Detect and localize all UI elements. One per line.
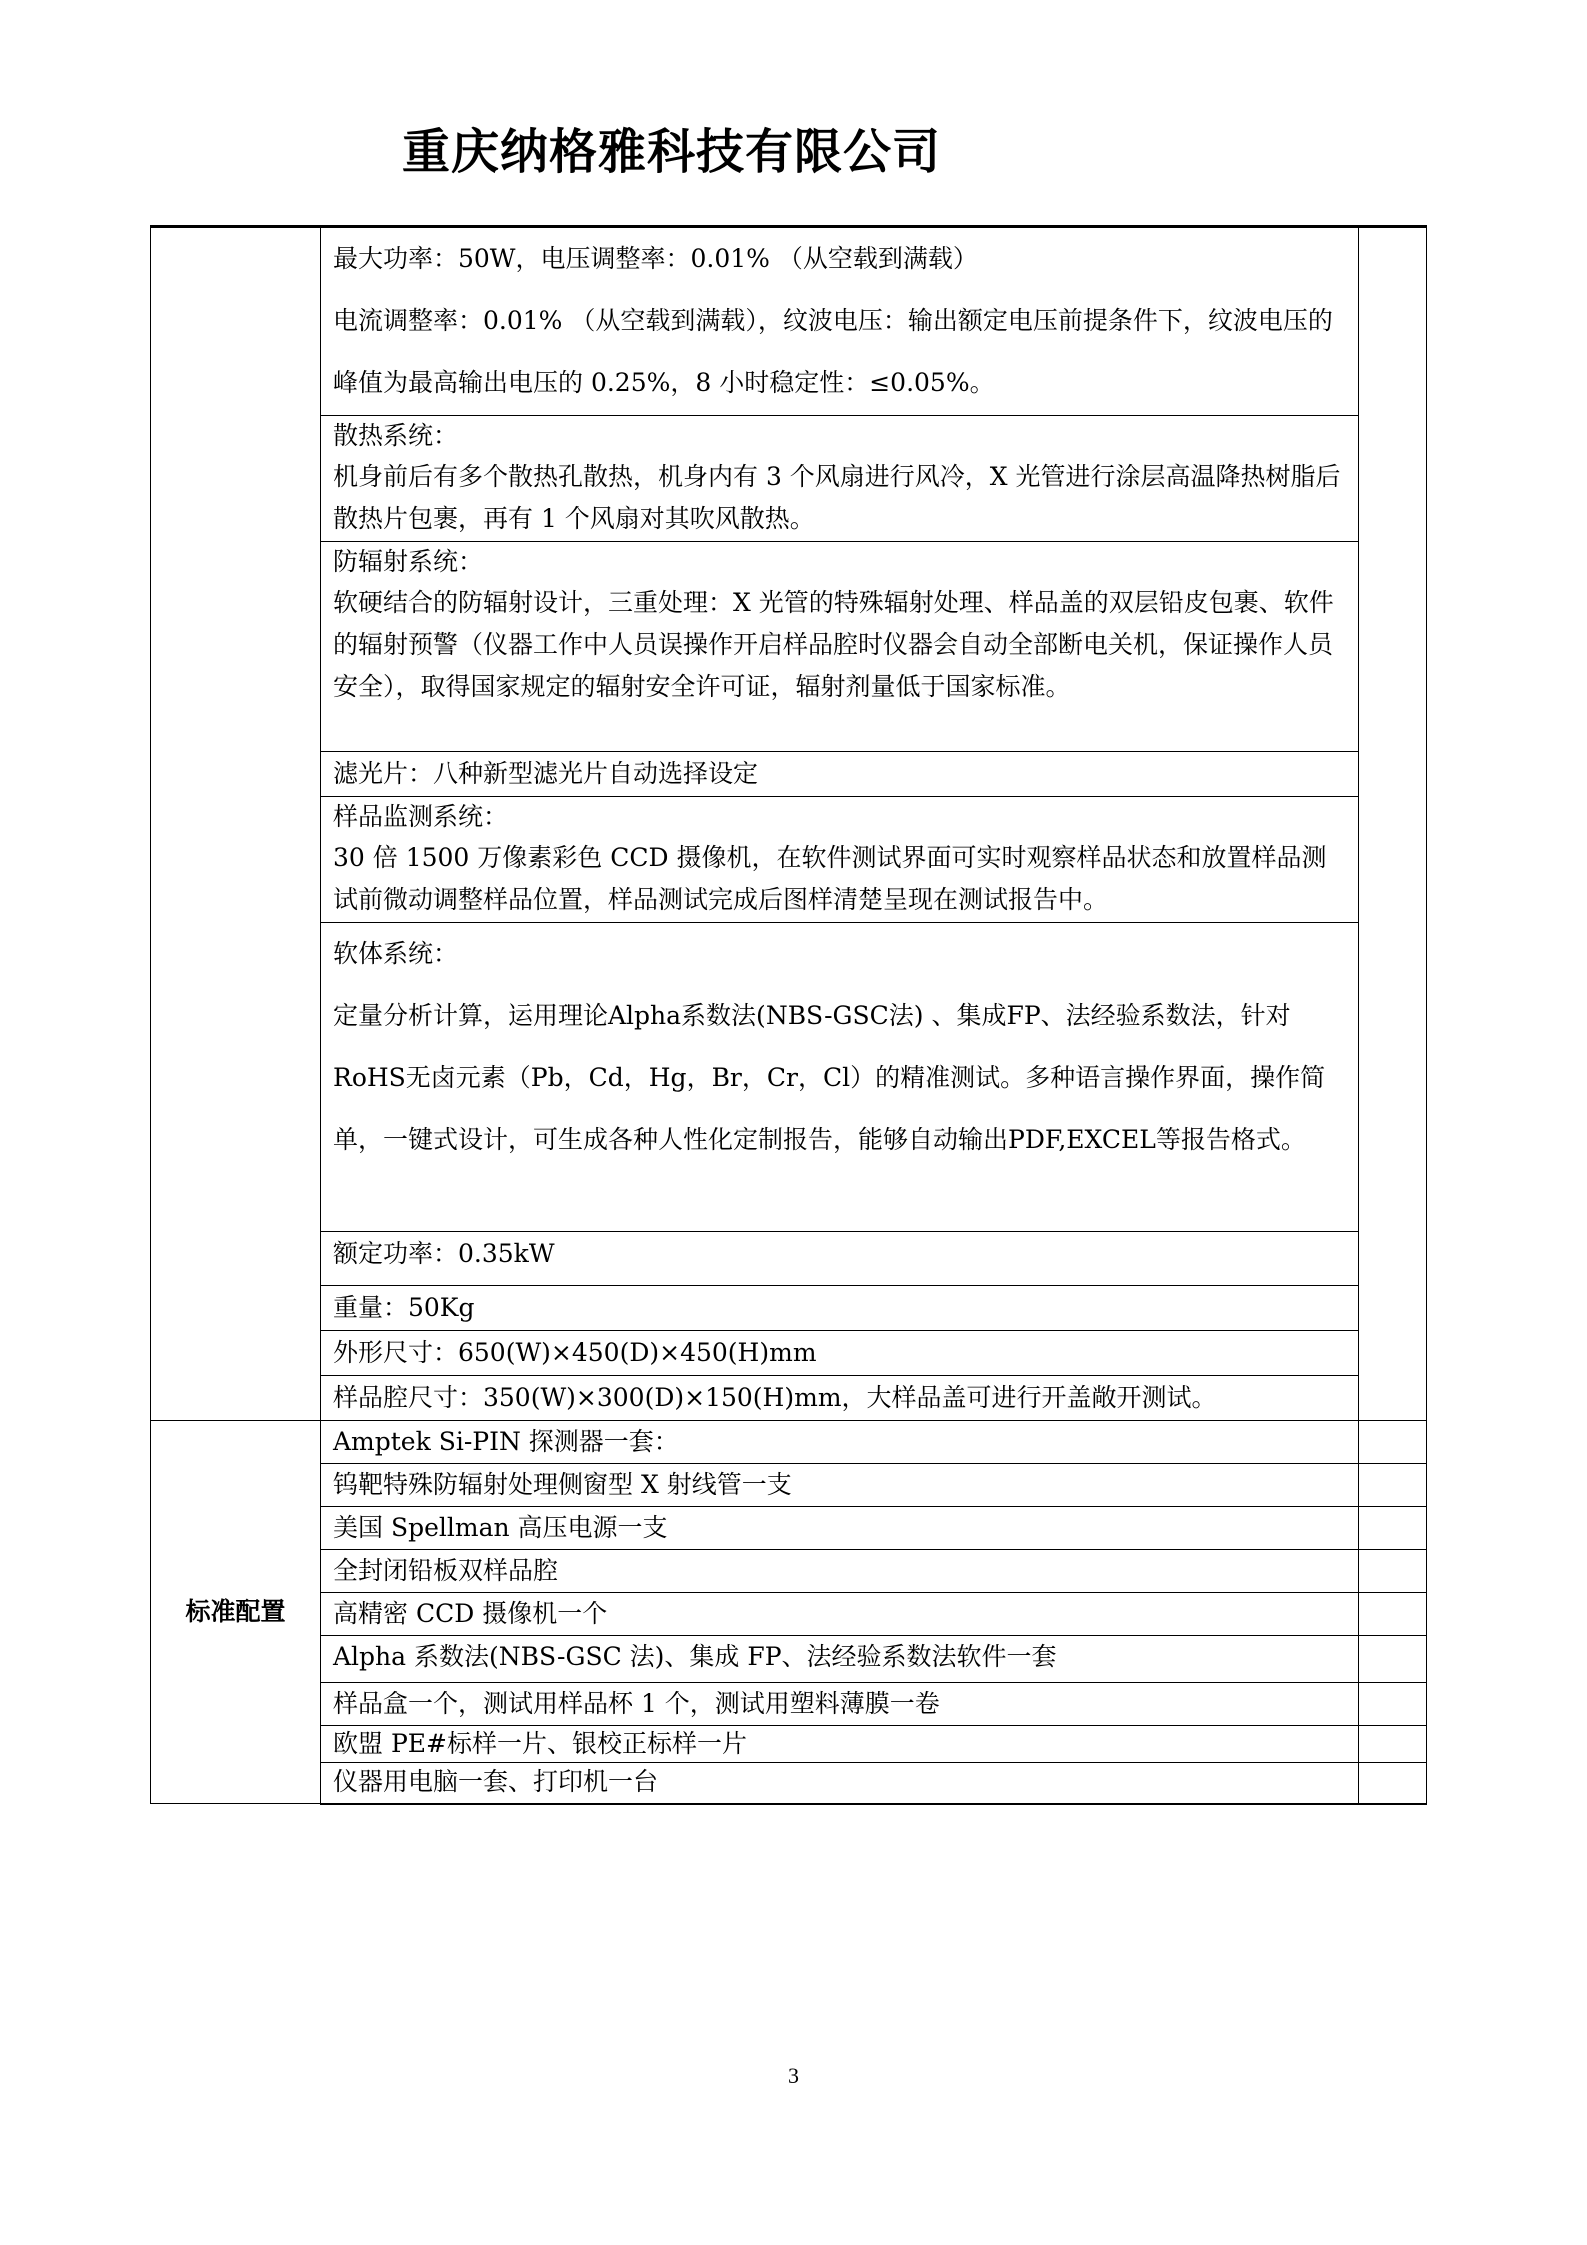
config-row [151, 1550, 1427, 1593]
config-row [151, 1593, 1427, 1636]
spec-row-software [151, 923, 1427, 1232]
config-note-cell [1359, 1421, 1427, 1464]
spec-row-radiation [151, 542, 1427, 752]
config-item: 全封闭铅板双样品腔 [321, 1550, 1359, 1593]
spec-section-note-cell [1359, 227, 1427, 1421]
config-row [151, 1726, 1427, 1763]
config-note-cell [1359, 1464, 1427, 1507]
software-text: 定量分析计算，运用理论Alpha系数法(NBS-GSC法) 、集成FP、法经验系数法，针对RoHS无卤元素（Pb，Cd，Hg，Br，Cr，Cl）的精准测试。多种语言操作界面，操作简单，一键式设计，可生成各种人性化定制报告，能够自动输出PDF,EXCEL等报告格式。 [333, 1001, 1326, 1154]
config-row [151, 1507, 1427, 1550]
spec-row-weight [151, 1286, 1427, 1331]
spec-row-cooling [151, 416, 1427, 542]
software-title: 软体系统： [333, 939, 459, 968]
spec-row-power [151, 227, 1427, 416]
config-row [151, 1683, 1427, 1726]
spec-row-dimensions [151, 1331, 1427, 1376]
config-item: Alpha 系数法(NBS-GSC 法)、集成 FP、法经验系数法软件一套 [321, 1636, 1359, 1683]
radiation-text: 软硬结合的防辐射设计，三重处理：X 光管的特殊辐射处理、样品盖的双层铅皮包裹、软件的辐射预警（仪器工作中人员误操作开启样品腔时仪器会自动全部断电关机，保证操作人员安全），取得国家规定的辐射安全许可证，辐射剂量低于国家标准。 [333, 588, 1334, 701]
spec-cell-cooling [321, 416, 1359, 542]
config-item: 仪器用电脑一套、打印机一台 [321, 1763, 1359, 1804]
config-note-cell [1359, 1683, 1427, 1726]
config-row [151, 1763, 1427, 1804]
spec-cell-software [321, 923, 1359, 1232]
spec-cell-filter: 滤光片：八种新型滤光片自动选择设定 [321, 752, 1359, 797]
power-line-2: 电流调整率：0.01% （从空载到满载），纹波电压：输出额定电压前提条件下，纹波电压的峰值为最高输出电压的 0.25%，8 小时稳定性：≤0.05%。 [333, 306, 1333, 397]
config-row [151, 1464, 1427, 1507]
spec-cell-weight: 重量：50Kg [321, 1286, 1359, 1331]
config-note-cell [1359, 1726, 1427, 1763]
spec-cell-power [321, 227, 1359, 416]
standard-config-label: 标准配置 [151, 1421, 321, 1804]
config-note-cell [1359, 1507, 1427, 1550]
company-name: 重庆纳格雅科技有限公司 [402, 124, 942, 180]
page-number: 3 [788, 2063, 799, 2088]
spec-row-rated-power [151, 1232, 1427, 1286]
config-item: 高精密 CCD 摄像机一个 [321, 1593, 1359, 1636]
config-row [151, 1421, 1427, 1464]
config-note-cell [1359, 1763, 1427, 1804]
spec-cell-rated-power: 额定功率：0.35kW [321, 1232, 1359, 1286]
config-note-cell [1359, 1550, 1427, 1593]
config-note-cell [1359, 1593, 1427, 1636]
spec-row-filter [151, 752, 1427, 797]
spec-section-label-cell [151, 227, 321, 1421]
spec-cell-chamber: 样品腔尺寸：350(W)×300(D)×150(H)mm，大样品盖可进行开盖敞开测试。 [321, 1376, 1359, 1421]
config-item: 美国 Spellman 高压电源一支 [321, 1507, 1359, 1550]
spec-cell-radiation [321, 542, 1359, 752]
config-item: 样品盒一个，测试用样品杯 1 个，测试用塑料薄膜一卷 [321, 1683, 1359, 1726]
power-line-1: 最大功率：50W，电压调整率：0.01% （从空载到满载） [333, 244, 978, 273]
spec-cell-monitor [321, 797, 1359, 923]
monitor-title: 样品监测系统： [333, 802, 509, 831]
config-row [151, 1636, 1427, 1683]
cooling-title: 散热系统： [333, 421, 459, 450]
config-note-cell [1359, 1636, 1427, 1683]
spec-table [150, 225, 1427, 1805]
config-item: Amptek Si-PIN 探测器一套： [321, 1421, 1359, 1464]
spec-cell-dimensions: 外形尺寸：650(W)×450(D)×450(H)mm [321, 1331, 1359, 1376]
cooling-text: 机身前后有多个散热孔散热，机身内有 3 个风扇进行风冷，X 光管进行涂层高温降热树脂后散热片包裹，再有 1 个风扇对其吹风散热。 [333, 462, 1341, 533]
spec-row-monitor [151, 797, 1427, 923]
radiation-title: 防辐射系统： [333, 547, 484, 576]
config-item: 钨靶特殊防辐射处理侧窗型 X 射线管一支 [321, 1464, 1359, 1507]
spec-row-chamber [151, 1376, 1427, 1421]
config-item: 欧盟 PE#标样一片、银校正标样一片 [321, 1726, 1359, 1763]
monitor-text: 30 倍 1500 万像素彩色 CCD 摄像机，在软件测试界面可实时观察样品状态和放置样品测试前微动调整样品位置，样品测试完成后图样清楚呈现在测试报告中。 [333, 843, 1327, 914]
